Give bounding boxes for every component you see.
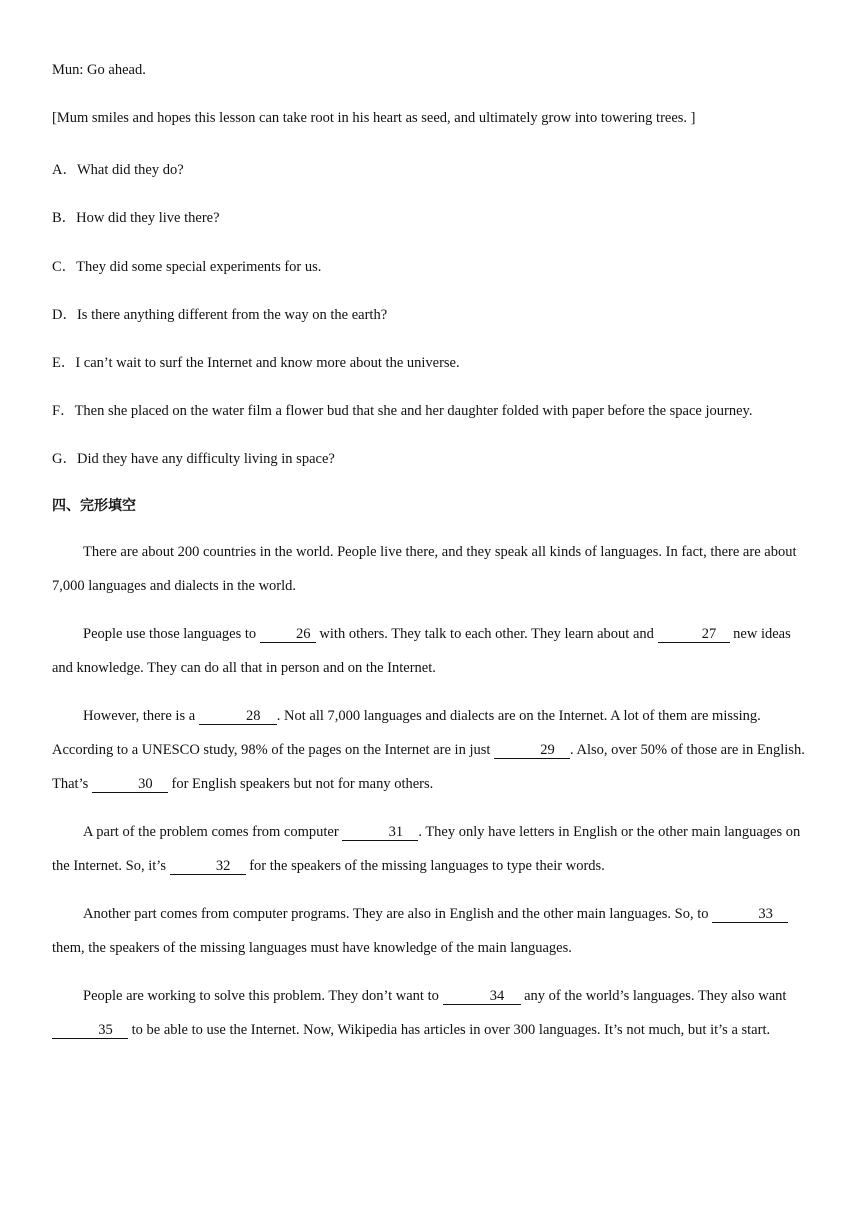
option-c: C．They did some special experiments for us.	[52, 259, 322, 275]
section-heading: 四、完形填空	[52, 498, 136, 514]
paragraph-4	[52, 815, 808, 883]
paragraph-text: for English speakers but not for many others.	[167, 776, 434, 792]
paragraph-6	[52, 979, 808, 1047]
paragraph-text: new ideas and knowledge. They can do all that in person and on the Internet.	[52, 626, 791, 676]
option-a: A．What did they do?	[52, 162, 184, 178]
paragraph-text: People use those languages to	[83, 626, 260, 642]
paragraph-text: . Also, over 50% of those are in English. That’s	[52, 742, 805, 792]
paragraph-text: them, the speakers of the missing languages must have knowledge of the main languages.	[52, 940, 572, 956]
option-g: G．Did they have any difficulty living in space?	[52, 451, 335, 467]
blank-32: 32	[170, 858, 246, 875]
blank-35: 35	[52, 1022, 128, 1039]
option-e: E．I can’t wait to surf the Internet and know more about the universe.	[52, 355, 460, 371]
paragraph-text: Another part comes from computer programs. They are also in English and the other main languages. So, to	[83, 906, 713, 922]
blank-34: 34	[443, 988, 521, 1005]
option-d: D．Is there anything different from the way on the earth?	[52, 307, 388, 323]
blank-33: 33	[712, 906, 788, 923]
paragraph-text: for the speakers of the missing languages to type their words.	[245, 858, 605, 874]
paragraph-text: any of the world’s languages. They also want	[520, 988, 787, 1004]
paragraph-text: with others. They talk to each other. They learn about and	[315, 626, 658, 642]
paragraph-text: A part of the problem comes from computer	[83, 824, 343, 840]
blank-29: 29	[494, 742, 570, 759]
paragraph-5	[52, 897, 808, 965]
blank-27: 27	[658, 626, 730, 643]
paragraph-text: . They only have letters in English or the other main languages on the Internet. So, it’s	[52, 824, 801, 874]
blank-26: 26	[260, 626, 316, 643]
blank-31: 31	[342, 824, 418, 841]
dialogue-line: Mun: Go ahead.	[52, 62, 146, 78]
paragraph-text: . Not all 7,000 languages and dialects are on the Internet. A lot of them are missing. According to a UNESCO study, 98% of the pages on the Internet are in just	[52, 708, 761, 758]
paragraph-3	[52, 699, 808, 801]
option-f: F．Then she placed on the water film a flower bud that she and her daughter folded with paper before the space journey.	[52, 403, 753, 419]
blank-28: 28	[199, 708, 277, 725]
paragraph-text: People are working to solve this problem. They don’t want to	[83, 988, 443, 1004]
paragraph-1: There are about 200 countries in the world. People live there, and they speak all kinds of languages. In fact, there are about 7,000 languages and dialects in the world.	[52, 544, 797, 594]
paragraph-2	[52, 617, 808, 685]
stage-direction: [Mum smiles and hopes this lesson can take root in his heart as seed, and ultimately grow into towering trees. ]	[52, 110, 696, 126]
paragraph-text: to be able to use the Internet. Now, Wikipedia has articles in over 300 languages. It’s not much, but it’s a start.	[128, 1022, 771, 1038]
option-b: B．How did they live there?	[52, 210, 220, 226]
paragraph-text: However, there is a	[83, 708, 199, 724]
blank-30: 30	[92, 776, 168, 793]
